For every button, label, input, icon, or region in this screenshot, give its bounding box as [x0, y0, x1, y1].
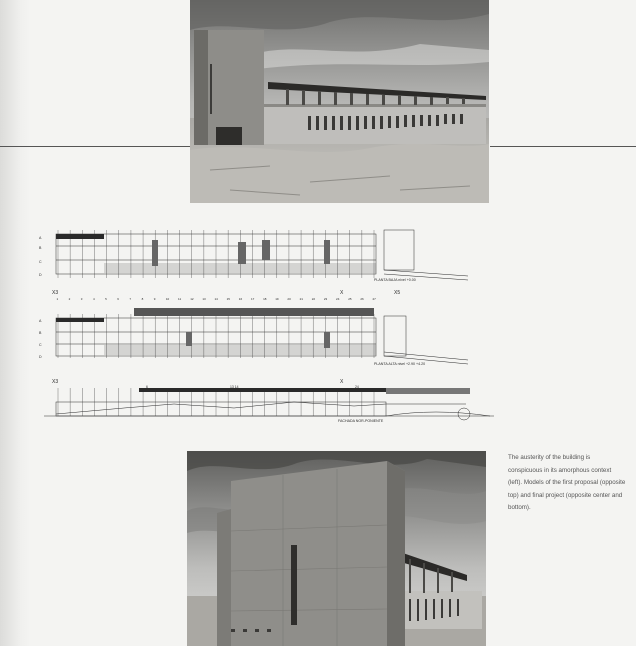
photo-caption: The austerity of the building is conspicuous in its amorphous context (left). Models of the first proposal (opposite top) and final project (opposite center and bottom). [508, 454, 626, 511]
elevation-mark-a: 6 [146, 385, 148, 389]
column-number: 3 [80, 297, 83, 301]
column-number: 22 [311, 297, 316, 301]
row-label-b: B [39, 246, 42, 250]
photo-building-tower-closeup [187, 451, 486, 646]
photo-building-exterior-wide [190, 0, 489, 203]
column-number: 2 [68, 297, 71, 301]
column-number: 7 [129, 297, 132, 301]
column-number: 8 [141, 297, 144, 301]
column-number: 16 [238, 297, 243, 301]
architectural-plans [34, 218, 498, 430]
column-number: 26 [360, 297, 364, 301]
row-label-c-upper: C [39, 343, 42, 347]
axis-label-mid: X [340, 290, 344, 296]
column-number: 18 [263, 297, 267, 301]
row-label-b-upper: B [39, 331, 42, 335]
column-number: 14 [214, 297, 218, 301]
row-label-a: A [39, 236, 42, 240]
column-number: 9 [153, 297, 156, 301]
column-number: 15 [226, 297, 230, 301]
plan-upper-title: PLANTA ALTA nivel +2.90 +4.20 [374, 362, 426, 366]
column-number: 20 [287, 297, 291, 301]
plan-lower-title: PLANTA BAJA nivel +0.00 [374, 278, 416, 282]
column-number: 5 [105, 297, 107, 301]
column-number: 12 [190, 297, 194, 301]
column-number: 1 [56, 297, 59, 301]
divider-rule-left [0, 146, 190, 147]
column-number: 27 [372, 297, 376, 301]
column-number: 24 [336, 297, 340, 301]
column-number: 10 [165, 297, 170, 301]
column-number: 19 [275, 297, 279, 301]
axis-label-right: X5 [394, 290, 401, 296]
column-number: 23 [323, 297, 328, 301]
column-number: 17 [250, 297, 255, 301]
axis-label-left-elev: X3 [52, 379, 59, 385]
axis-label-left: X3 [52, 290, 59, 296]
column-number: 6 [117, 297, 119, 301]
row-label-d-upper: D [39, 355, 42, 359]
elevation-title: FACHADA NOR-PONIENTE [338, 419, 384, 423]
row-label-a-upper: A [39, 319, 42, 323]
column-number: 21 [299, 297, 303, 301]
column-number: 25 [348, 297, 352, 301]
divider-rule-right [490, 146, 636, 147]
row-label-c: C [39, 260, 42, 264]
column-number: 4 [92, 297, 95, 301]
binding-gutter [0, 0, 30, 646]
row-label-d: D [39, 273, 42, 277]
elevation-mark-b: 13 14 [230, 385, 239, 389]
column-number: 11 [178, 297, 182, 301]
axis-label-mid-elev: X [340, 379, 344, 385]
elevation-mark-c: 24 [355, 385, 359, 389]
column-number: 13 [202, 297, 206, 301]
